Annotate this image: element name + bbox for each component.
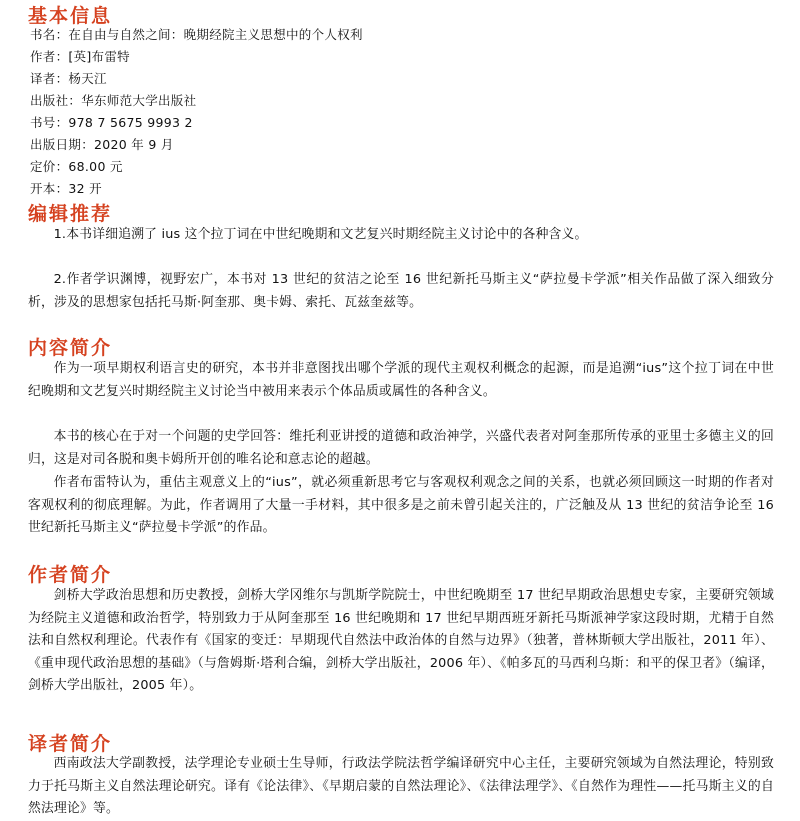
content-paragraph: 作为一项早期权利语言史的研究，本书并非意图找出哪个学派的现代主观权利概念的起源，而是追溯“ius”这个拉丁词在中世纪晚期和文艺复兴时期经院主义讨论当中被用来表示个体品质或属性的各种含义。 [28,361,774,399]
info-row-price [30,160,123,174]
info-value: 978 7 5675 9993 2 [68,115,193,130]
info-label: 译者： [30,71,69,86]
info-value: 杨天江 [68,71,107,86]
info-value: 68.00 元 [68,159,123,174]
info-label: 书号： [30,115,69,130]
info-row-author [30,50,130,64]
content-paragraph: 本书的核心在于对一个问题的史学回答：维托利亚讲授的道德和政治神学，兴盛代表者对阿奎那所传承的亚里士多德主义的回归，这是对司各脱和奥卡姆所开创的唯名论和意志论的超越。 [28,429,774,467]
info-row-isbn [30,116,193,130]
translator-paragraph: 西南政法大学副教授，法学理论专业硕士生导师，行政法学院法哲学编译研究中心主任，主要研究领域为自然法理论，特别致力于托马斯主义自然法理论研究。译有《论法律》、《早期启蒙的自然法理论》、《法律法理学》、《自然作为理性——托马斯主义的自然法理论》等。 [28,756,774,816]
info-label: 书名： [30,27,69,42]
info-value: 32 开 [68,181,102,196]
info-label: 出版日期： [30,137,95,152]
info-value: [英]布雷特 [68,49,130,64]
author-paragraph: 剑桥大学政治思想和历史教授，剑桥大学冈维尔与凯斯学院院士，中世纪晚期至 17 世纪早期政治思想史专家，主要研究领域为经院主义道德和政治哲学，特别致力于从阿奎那至 16 世纪晚期和 17 世纪早期西班牙新托马斯派神学家这段时期，尤精于自然法和自然权利理论。代表作有《国家的变迁：早期现代自然法中政治体的自然与边界》（独著，普林斯顿大学出版社，2011 年）、《重申现代政治思想的基础》（与詹姆斯·塔利合编，剑桥大学出版社，2006 年）、《帕多瓦的马西利乌斯：和平的保卫者》（编译，剑桥大学出版社，2005 年）。 [28,588,774,693]
content-paragraph: 作者布雷特认为，重估主观意义上的“ius”，就必须重新思考它与客观权利观念之间的关系，也就必须回顾这一时期的作者对客观权利的彻底理解。为此，作者调用了大量一手材料，其中很多是之前未曾引起关注的，广泛触及从 13 世纪的贫洁争论至 16 世纪新托马斯主义“萨拉曼卡学派”的作品。 [28,475,774,535]
editor-paragraph: 1.本书详细追溯了 ius 这个拉丁词在中世纪晚期和文艺复兴时期经院主义讨论中的各种含义。 [53,227,588,242]
info-value: 2020 年 9 月 [94,137,174,152]
info-row-format [30,182,102,196]
info-row-translator [30,72,107,86]
translator-intro-heading: 译者简介 [28,733,113,755]
info-value: 在自由与自然之间：晚期经院主义思想中的个人权利 [68,27,363,42]
author-intro-heading: 作者简介 [28,564,113,586]
info-row-date [30,138,174,152]
info-label: 作者： [30,49,69,64]
info-row-title [30,28,363,42]
basic-info-heading: 基本信息 [28,5,113,27]
info-label: 开本： [30,181,69,196]
info-row-publisher [30,94,196,108]
editor-recommendation-heading: 编辑推荐 [28,203,113,225]
content-summary-heading: 内容简介 [28,337,113,359]
info-label: 定价： [30,159,69,174]
info-label: 出版社： [30,93,82,108]
editor-paragraph: 2.作者学识渊博，视野宏广，本书对 13 世纪的贫洁之论至 16 世纪新托马斯主义“萨拉曼卡学派”相关作品做了深入细致分析，涉及的思想家包括托马斯·阿奎那、奥卡姆、索托、瓦兹奎兹等。 [28,272,774,310]
info-value: 华东师范大学出版社 [81,93,197,108]
